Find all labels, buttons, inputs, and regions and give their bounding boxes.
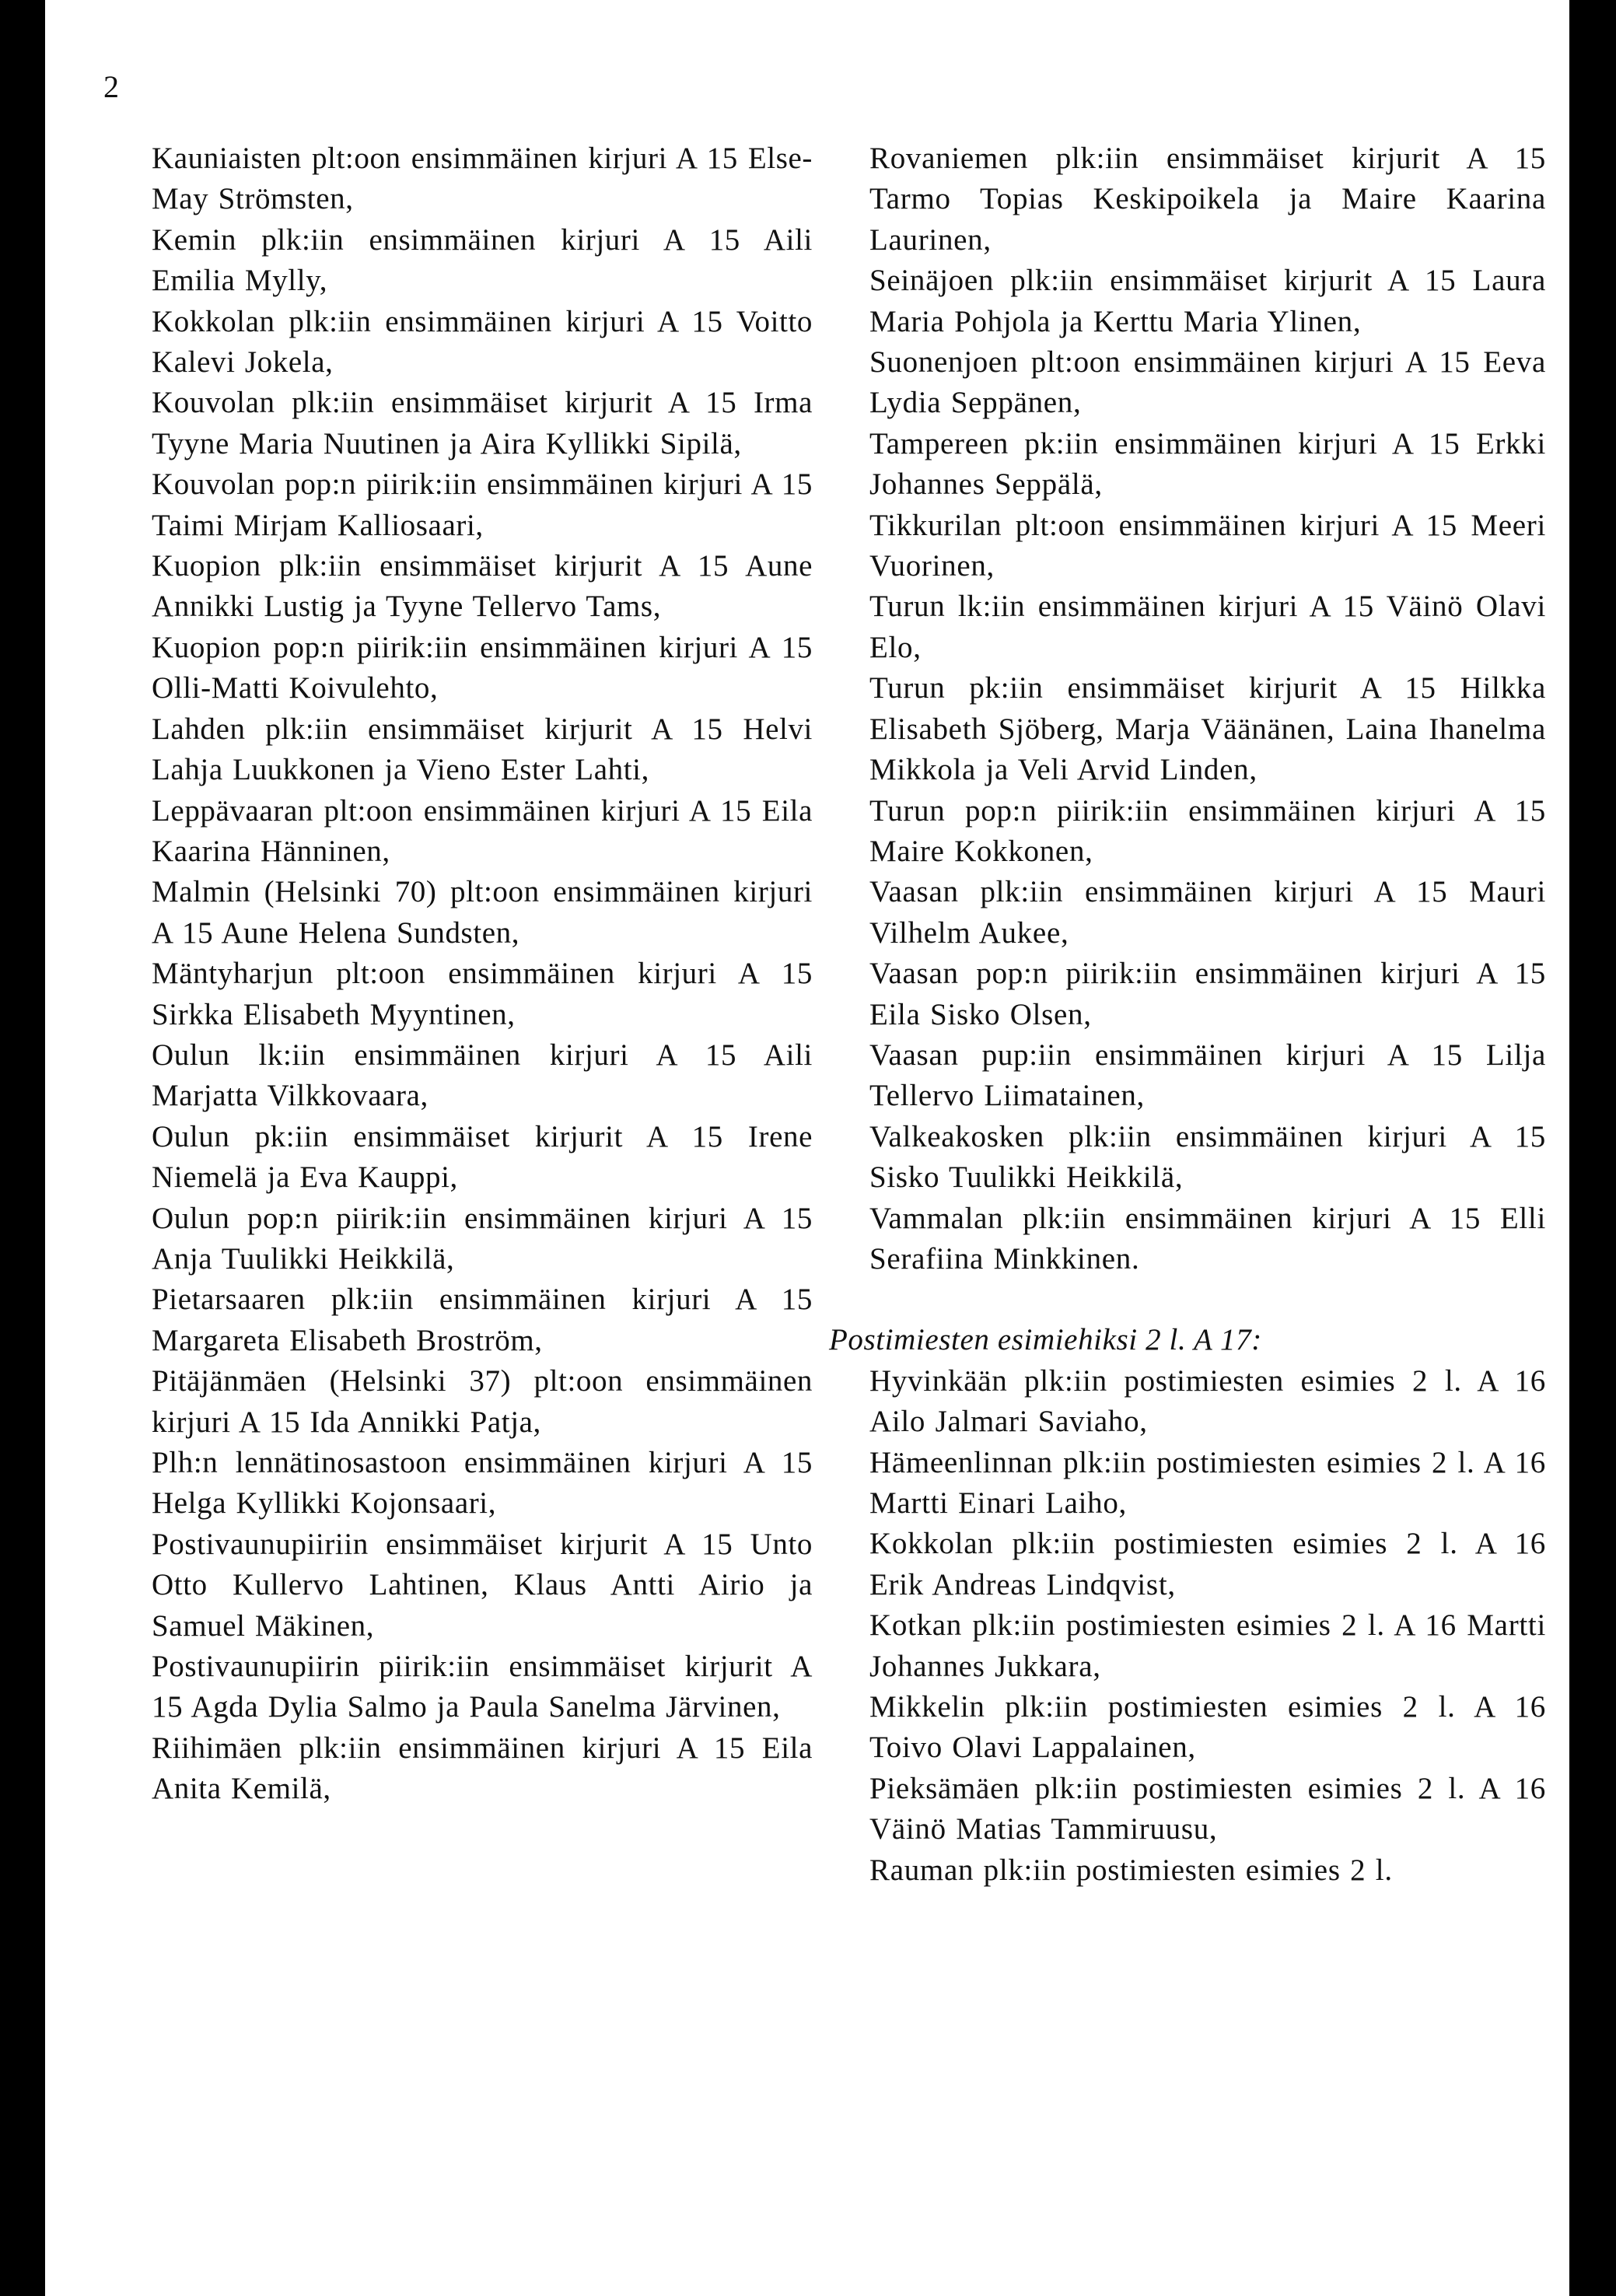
appointment-entry: Turun lk:iin ensimmäinen kirjuri A 15 Väinö Olavi Elo, — [869, 590, 1546, 664]
appointment-entry: Pieksämäen plk:iin postimiesten esimies 2 l. A 16 Väinö Matias Tammiruusu, — [869, 1771, 1546, 1846]
appointment-entry: Rauman plk:iin postimiesten esimies 2 l. — [869, 1853, 1393, 1887]
appointment-entry: Hyvinkään plk:iin postimiesten esimies 2 l. A 16 Ailo Jalmari Saviaho, — [869, 1363, 1546, 1439]
appointment-entry: Postivaunupiiriin ensimmäiset kirjurit A 15 Unto Otto Kullervo Lahtinen, Klaus Antti Airio ja Samuel Mäkinen, — [152, 1527, 813, 1643]
appointment-entry: Malmin (Helsinki 70) plt:oon ensimmäinen kirjuri A 15 Aune Helena Sundsten, — [152, 875, 813, 950]
appointment-entry: Kauniaisten plt:oon ensimmäinen kirjuri A 15 Else-May Strömsten, — [152, 142, 813, 216]
appointment-entry: Pitäjänmäen (Helsinki 37) plt:oon ensimmäinen kirjuri A 15 Ida Annikki Patja, — [152, 1364, 813, 1439]
page-number: 2 — [103, 69, 119, 104]
appointment-entry: Vammalan plk:iin ensimmäinen kirjuri A 15 Elli Serafiina Minkkinen. — [869, 1201, 1546, 1276]
left-column — [152, 138, 813, 1810]
appointment-entry: Kuopion plk:iin ensimmäiset kirjurit A 15 Aune Annikki Lustig ja Tyyne Tellervo Tams, — [152, 549, 813, 624]
appointment-entry: Suonenjoen plt:oon ensimmäinen kirjuri A 15 Eeva Lydia Seppänen, — [869, 345, 1546, 420]
appointment-entry: Kouvolan plk:iin ensimmäiset kirjurit A 15 Irma Tyyne Maria Nuutinen ja Aira Kyllikki Sipilä, — [152, 386, 813, 460]
appointment-entry: Turun pk:iin ensimmäiset kirjurit A 15 Hilkka Elisabeth Sjöberg, Marja Väänänen, Laina Ihanelma Mikkola ja Veli Arvid Linden, — [869, 671, 1546, 787]
appointment-entry: Oulun pop:n piirik:iin ensimmäinen kirjuri A 15 Anja Tuulikki Heikkilä, — [152, 1201, 813, 1276]
appointment-entry: Mäntyharjun plt:oon ensimmäinen kirjuri A 15 Sirkka Elisabeth Myyntinen, — [152, 957, 813, 1031]
appointment-entry: Mikkelin plk:iin postimiesten esimies 2 l. A 16 Toivo Olavi Lappalainen, — [869, 1690, 1546, 1765]
appointment-entry: Seinäjoen plk:iin ensimmäiset kirjurit A 15 Laura Maria Pohjola ja Kerttu Maria Ylinen, — [869, 264, 1546, 338]
appointment-entry: Valkeakosken plk:iin ensimmäinen kirjuri A 15 Sisko Tuulikki Heikkilä, — [869, 1119, 1546, 1195]
appointment-entry: Oulun lk:iin ensimmäinen kirjuri A 15 Aili Marjatta Vilkkovaara, — [152, 1038, 813, 1113]
appointment-entry: Kokkolan plk:iin postimiesten esimies 2 l. A 16 Erik Andreas Lindqvist, — [869, 1527, 1546, 1601]
appointment-entry: Oulun pk:iin ensimmäiset kirjurit A 15 Irene Niemelä ja Eva Kauppi, — [152, 1119, 813, 1195]
appointment-entry: Leppävaaran plt:oon ensimmäinen kirjuri A 15 Eila Kaarina Hänninen, — [152, 793, 813, 868]
appointment-entry: Tikkurilan plt:oon ensimmäinen kirjuri A 15 Meeri Vuorinen, — [869, 508, 1546, 583]
appointment-entry: Lahden plk:iin ensimmäiset kirjurit A 15 Helvi Lahja Luukkonen ja Vieno Ester Lahti, — [152, 712, 813, 787]
appointment-entry: Kuopion pop:n piirik:iin ensimmäinen kirjuri A 15 Olli-Matti Koivulehto, — [152, 630, 813, 705]
appointment-entry: Kemin plk:iin ensimmäinen kirjuri A 15 Aili Emilia Mylly, — [152, 222, 813, 298]
appointment-entry: Kokkolan plk:iin ensimmäinen kirjuri A 15 Voitto Kalevi Jokela, — [152, 304, 813, 380]
document-page — [45, 0, 1569, 2296]
appointment-entry: Plh:n lennätinosastoon ensimmäinen kirjuri A 15 Helga Kyllikki Kojonsaari, — [152, 1446, 813, 1521]
appointment-entry: Kouvolan pop:n piirik:iin ensimmäinen kirjuri A 15 Taimi Mirjam Kalliosaari, — [152, 467, 813, 542]
appointment-entry: Hämeenlinnan plk:iin postimiesten esimies 2 l. A 16 Martti Einari Laiho, — [869, 1445, 1546, 1520]
appointment-entry: Postivaunupiirin piirik:iin ensimmäiset kirjurit A 15 Agda Dylia Salmo ja Paula Sanelma Järvinen, — [152, 1650, 813, 1724]
section-heading: Postimiesten esimiehiksi 2 l. A 17: — [829, 1323, 1262, 1357]
appointment-entry: Kotkan plk:iin postimiesten esimies 2 l. A 16 Martti Johannes Jukkara, — [869, 1608, 1546, 1683]
appointment-entry: Turun pop:n piirik:iin ensimmäinen kirjuri A 15 Maire Kokkonen, — [869, 793, 1546, 868]
appointment-entry: Vaasan pop:n piirik:iin ensimmäinen kirjuri A 15 Eila Sisko Olsen, — [869, 957, 1546, 1031]
appointment-entry: Tampereen pk:iin ensimmäinen kirjuri A 15 Erkki Johannes Seppälä, — [869, 426, 1546, 502]
appointment-entry: Vaasan pup:iin ensimmäinen kirjuri A 15 Lilja Tellervo Liimatainen, — [869, 1038, 1546, 1113]
right-column — [829, 138, 1546, 1891]
appointment-entry: Pietarsaaren plk:iin ensimmäinen kirjuri A 15 Margareta Elisabeth Broström, — [152, 1283, 813, 1357]
appointment-entry: Rovaniemen plk:iin ensimmäiset kirjurit A 15 Tarmo Topias Keskipoikela ja Maire Kaarina Laurinen, — [869, 142, 1546, 257]
appointment-entry: Riihimäen plk:iin ensimmäinen kirjuri A 15 Eila Anita Kemilä, — [152, 1731, 813, 1806]
appointment-entry: Vaasan plk:iin ensimmäinen kirjuri A 15 Mauri Vilhelm Aukee, — [869, 875, 1546, 950]
